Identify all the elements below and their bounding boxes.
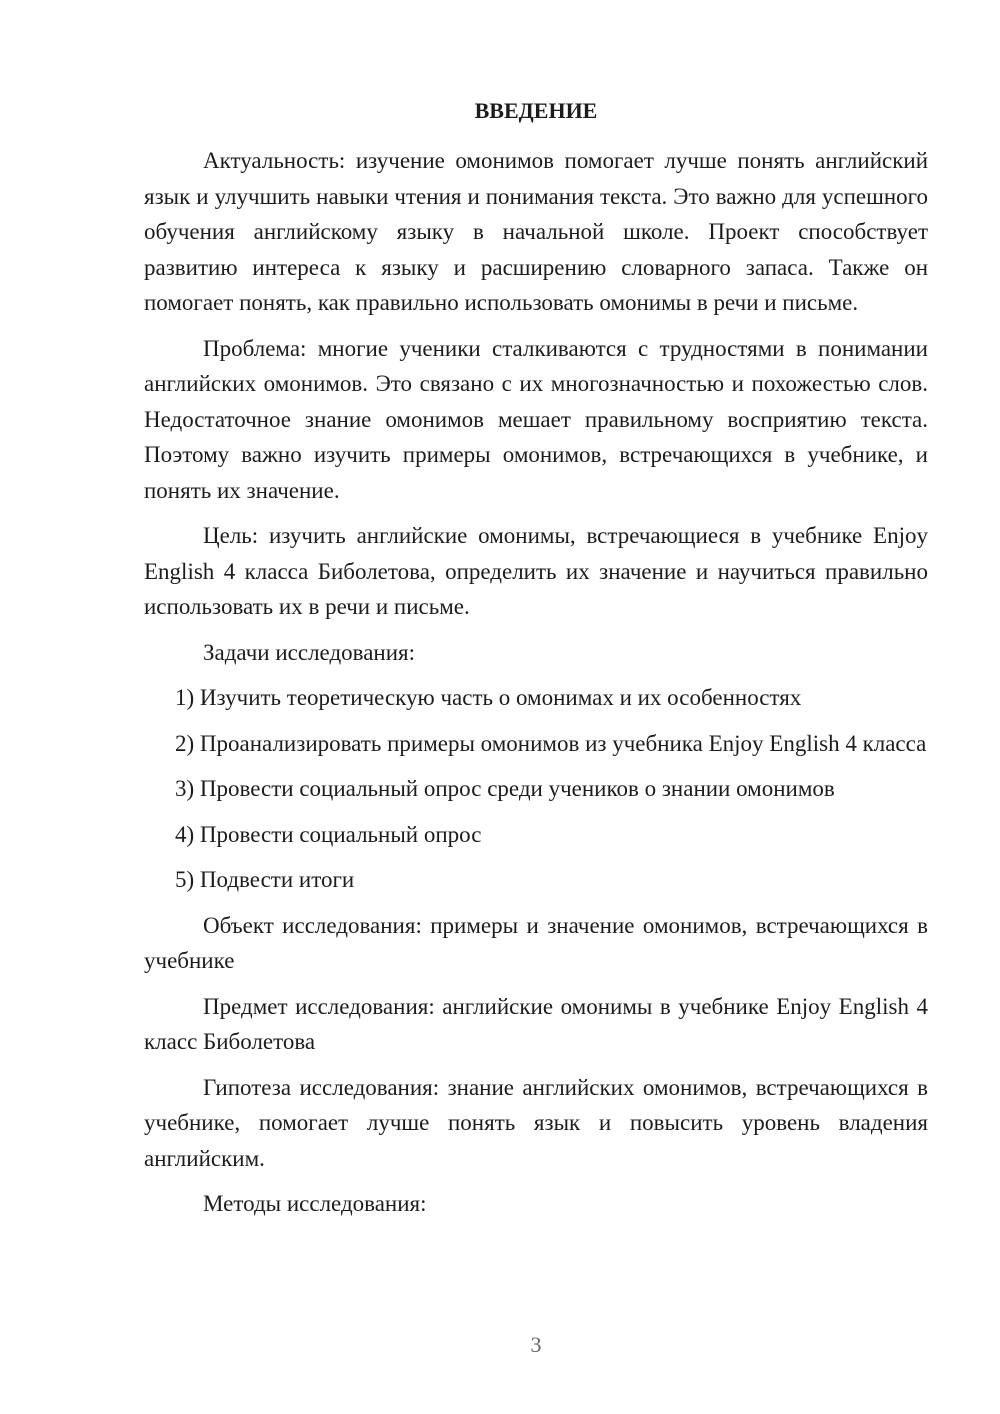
relevance-paragraph: Актуальность: изучение омонимов помогает лучше понять английский язык и улучшить навыки чтения и понимания текста. Это важно для успешного обучения английскому языку в начальной школе. Проект способствует развитию интереса к языку и расширению словарного запаса. Также он помогает понять, как правильно использовать омонимы в речи и письме. bbox=[144, 148, 928, 315]
goal-paragraph: Цель: изучить английские омонимы, встречающиеся в учебнике Enjoy English 4 класса Биболетова, определить их значение и научиться правильно использовать их в речи и письме. bbox=[144, 523, 928, 619]
hypothesis-paragraph: Гипотеза исследования: знание английских омонимов, встречающихся в учебнике, помогает лучше понять язык и повысить уровень владения английским. bbox=[144, 1074, 928, 1171]
page-content bbox=[144, 94, 928, 1222]
task-item: 2) Проанализировать примеры омонимов из учебника Enjoy English 4 класса bbox=[175, 730, 927, 756]
task-item: 3) Провести социальный опрос среди учеников о знании омонимов bbox=[175, 776, 835, 801]
section-title: ВВЕДЕНИЕ bbox=[474, 98, 598, 123]
task-item: 5) Подвести итоги bbox=[175, 867, 355, 892]
problem-paragraph: Проблема: многие ученики сталкиваются с трудностями в понимании английских омонимов. Это связано с их многозначностью и похожестью слов. Недостаточное знание омонимов мешает правильному восприятию текста. Поэтому важно изучить примеры омонимов, встречающихся в учебнике, и понять их значение. bbox=[144, 335, 928, 503]
task-item: 1) Изучить теоретическую часть о омонимах и их особенностях bbox=[175, 685, 802, 710]
object-paragraph: Объект исследования: примеры и значение омонимов, встречающихся в учебнике bbox=[144, 912, 928, 973]
page-number: 3 bbox=[530, 1332, 542, 1357]
task-item: 4) Провести социальный опрос bbox=[175, 821, 482, 847]
tasks-heading: Задачи исследования: bbox=[203, 639, 416, 665]
methods-heading: Методы исследования: bbox=[203, 1191, 427, 1216]
subject-paragraph: Предмет исследования: английские омонимы в учебнике Enjoy English 4 класс Биболетова bbox=[144, 993, 928, 1054]
